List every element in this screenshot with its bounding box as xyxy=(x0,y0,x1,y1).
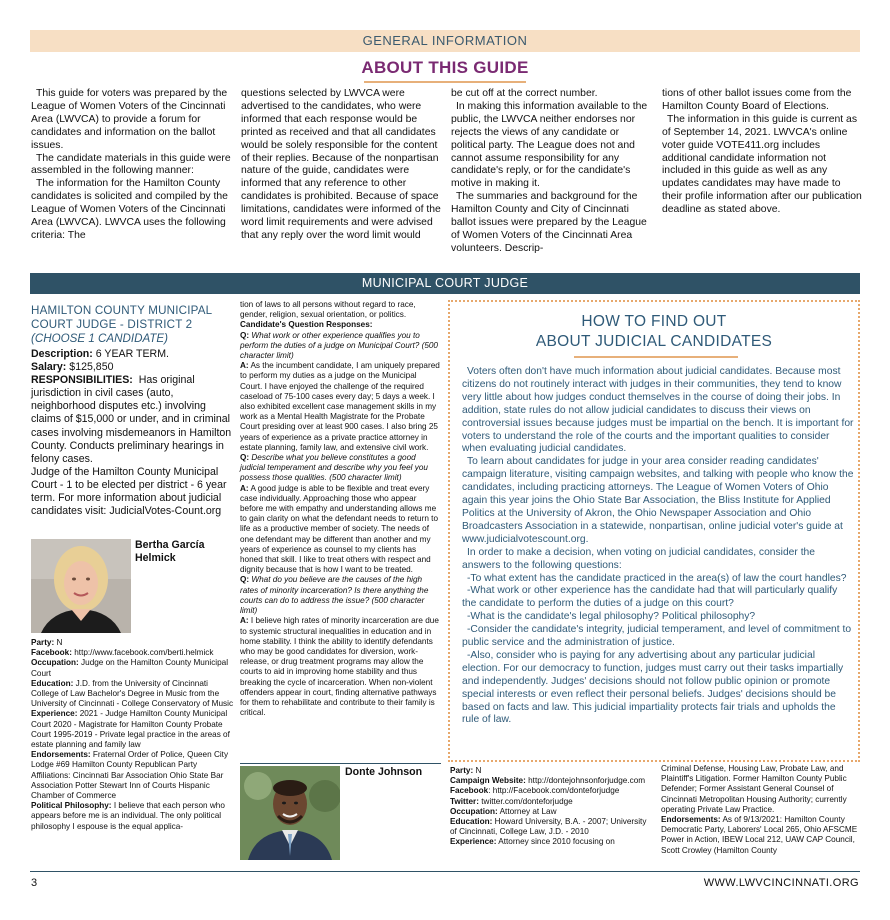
info-paragraph: To learn about candidates for judge in your area consider reading candidates' campaign literature, visiting campaign websites, and talking with people who know the candidates, including practicing attorneys. The League of Women Voters of Ohio again this year joins the Ohio State Bar Association, the Bliss Institute for Applied Politics at the University of Akron, the Ohio Newspaper Association and Ohio Broadcasters Association in a statewide, nonpartisan, online judicial voter's guide at www.judicialvotescount.org. xyxy=(462,456,854,545)
info-question: -What is the candidate's legal philosophy? Political philosophy? xyxy=(467,611,756,623)
answer: A: I believe high rates of minority incarceration are due to systemic structural inequalities in education and in home stability. I think the ability to identify defendants who may be good candidates for diversion, work-release, or drug treatment programs may allow the courts to aid in improving home stability and thus breaking the cycle of incarceration. When non-violent offenders appear in court, finding alternative pathways for them to rehabilitate and contribute to their family is critical. xyxy=(240,616,439,718)
experience-line xyxy=(31,709,236,750)
candidate-details-johnson xyxy=(450,766,654,848)
salary-line xyxy=(31,361,236,374)
intro-column-1 xyxy=(31,88,231,243)
website-link[interactable]: WWW.LWVCINCINNATI.ORG xyxy=(703,877,859,889)
candidate-name-johnson: Donte Johnson xyxy=(345,766,423,778)
candidate-name-helmick: Bertha García Helmick xyxy=(135,539,205,564)
intro-paragraph: questions selected by LWVCA were advertised to the candidates, who were informed that each response would be printed as received and that all candidates would be solely responsible for the content of their replies. Because of the nonpartisan nature of the guide, candidates were informed that any reference to other candidates is prohibited. Because of space limitations, candidates were informed of the word limit requirements and were advised that any reply over the word limit would xyxy=(241,88,441,241)
facebook-line xyxy=(31,648,236,658)
info-question: -Also, consider who is paying for any advertising about any particular judicial election. For our democracy to function, judges must carry out their tasks impartially and independently. Judges' decisions should not follow public opinion or promote special interests or even reflect their personal beliefs. Judges' decisions should be based on facts and law. This judicial impartiality protects fair trials and upholds the rule of law. xyxy=(462,649,844,726)
candidate-photo-helmick xyxy=(31,539,131,633)
info-question: -To what extent has the candidate practiced in the area(s) of law the court handles? xyxy=(467,572,847,584)
info-paragraph: In order to make a decision, when voting on judicial candidates, consider the answers to the following questions: xyxy=(462,546,816,571)
judicial-candidates-info-box xyxy=(448,300,860,762)
philosophy-continued: tion of laws to all persons without regard to race, gender, religion, sexual orientation, or politics. xyxy=(240,300,416,320)
twitter-link[interactable]: twitter.com/donteforjudge xyxy=(481,796,573,806)
field-label: Experience: xyxy=(31,709,78,719)
party-line xyxy=(31,638,236,648)
responsibilities-label: RESPONSIBILITIES: xyxy=(31,374,133,387)
info-box-title: HOW TO FIND OUT ABOUT JUDICIAL CANDIDATES xyxy=(535,313,773,350)
field-label: Party: xyxy=(31,638,55,647)
responsibilities xyxy=(31,374,236,466)
experience-line: Experience: Attorney since 2010 focusing on xyxy=(450,837,615,847)
intro-paragraph: be cut off at the correct number. xyxy=(451,88,598,99)
facebook-line: Facebook: http://Facebook.com/donteforjudge xyxy=(450,786,620,796)
salary-label: Salary: xyxy=(31,361,67,374)
facebook-link[interactable]: http://www.facebook.com/berti.helmick xyxy=(74,648,214,658)
intro-paragraph: The summaries and background for the Hamilton County and City of Cincinnati ballot issues were prepared by the League of Women Voters of the Cincinnati Area volunteers. Descrip- xyxy=(451,191,647,254)
campaign-website-line: Campaign Website: http://dontejohnsonforjudge.com xyxy=(450,776,646,786)
candidate-details-helmick xyxy=(31,638,236,832)
description-line xyxy=(31,348,236,361)
answer: A: As the incumbent candidate, I am uniquely prepared to perform my duties as a judge on the Municipal Court. I have enjoyed the challenge of the required caseload of 75-100 cases every day; 5 days a week. I also exhibited excellent case management skills in my work as a Mental Health Magistrate for the Probate Court presiding over at least 900 cases. I also bring 25 years of experience as a private practice attorney in estate planning, family law, and extensive civil work. xyxy=(240,361,440,452)
party-line: Party: N xyxy=(450,766,482,775)
answer: A: A good judge is able to be flexible and treat every case individually. Approaching those who appear before me with empathy and understanding allows me to gain clarity on what the defendant needs to return to life as a productive member of society. The needs of one defendant may be different than another and my years of experience as counsel to my clients has honed that skill. I like to treat others with respect and dignity because that is how I want to be treated. xyxy=(240,483,438,575)
field-value: Fraternal Order of Police, Queen City Lodge #69 Hamilton County Republican Party Affiliations: Cincinnati Bar Association Ohio State Bar Association Potter Stewart Inn of Courts Hispanic Chamber of Commerce xyxy=(31,750,229,801)
description-value: 6 YEAR TERM. xyxy=(95,348,169,360)
intro-column-3 xyxy=(451,88,651,256)
section-band-municipal-court-judge: MUNICIPAL COURT JUDGE xyxy=(30,273,860,294)
info-box-body xyxy=(462,366,854,727)
page-number: 3 xyxy=(31,877,38,889)
candidate-divider xyxy=(240,763,441,764)
candidate-responses-helmick xyxy=(240,300,441,718)
race-details xyxy=(31,348,236,518)
candidate-details-johnson-continued xyxy=(661,764,861,856)
facebook-link[interactable]: : http://Facebook.com/donteforjudge xyxy=(488,786,620,796)
intro-paragraph: The information for the Hamilton County candidates is solicited and compiled by the League of Women Voters of the Cincinnati Area (LWVCA). LWVCA uses the following criteria: The xyxy=(31,178,228,241)
section-band-general-information: GENERAL INFORMATION xyxy=(30,30,860,52)
field-value: Judge on the Hamilton County Municipal Court xyxy=(31,658,229,678)
info-question: -What work or other experience has the candidate had that will particularly qualify the candidate to perform the duties of a judge on this court? xyxy=(462,585,838,610)
question: Q: What work or other experience qualifies you to perform the duties of a judge on Municipal Court? (500 character limit) xyxy=(240,330,438,361)
field-label: Endorsements: xyxy=(31,750,91,760)
campaign-website-link[interactable]: http://dontejohnsonforjudge.com xyxy=(528,776,646,786)
intro-paragraph: This guide for voters was prepared by the League of Women Voters of the Cincinnati Area (LWVCA) to provide a forum for candidates and information on the ballot issues. xyxy=(31,88,228,151)
candidate-photo-johnson xyxy=(240,766,340,860)
info-paragraph: Voters often don't have much information about judicial candidates. Because most citizens do not routinely interact with judges in their communities, they tend to know very little about how judges conduct themselves in the course of doing their jobs. In addition, state rules do not allow judicial candidates to discuss their views on controversial issues because judges must be impartial on the bench. It is important for voters to understand the role of the courts and the important qualities to consider when evaluating judicial candidates. xyxy=(462,366,854,455)
intro-paragraph: The information in this guide is current as of September 14, 2021. LWVCA's online voter guide VOTE411.org includes additional candidate information not included in this guide as well as any updates candidates may have made to their profile information after our publication deadline as stated above. xyxy=(662,113,862,216)
responses-heading: Candidate's Question Responses: xyxy=(240,320,373,330)
education-line: Education: Howard University, B.A. - 2007; University of Cincinnati, College Law, J.D. - 2010 xyxy=(450,817,647,837)
field-label: Occupation: xyxy=(31,658,79,668)
intro-column-2 xyxy=(241,88,441,243)
field-value: I believe that each person who appears before me is an individual. The only political philosophy I espouse is the equal applica- xyxy=(31,801,225,831)
responsibilities-value: Has original jurisdiction in civil cases (auto, neighborhood disputes etc.) involving claims of $15,000 or under, and in criminal cases involving misdemeanors in Hamilton County. Conducts preliminary hearings in felony cases. xyxy=(31,374,232,465)
question: Q: What do you believe are the causes of the high rates of minority incarceration? Is there anything the courts can do to address the issue? (500 character limit) xyxy=(240,575,429,616)
occupation-line xyxy=(31,658,236,678)
field-value: 2021 - Judge Hamilton County Municipal Court 2020 - Magistrate for Hamilton County Probate Court 1995-2019 - Private legal practice in the areas of estate planning and family law xyxy=(31,709,230,750)
page-title: ABOUT THIS GUIDE xyxy=(361,58,529,77)
endorsements-line xyxy=(31,750,236,801)
question: Q: Describe what you believe constitutes a good judicial temperament and describe why you feel you possess those qualities. (500 character limit) xyxy=(240,453,428,483)
twitter-line: Twitter: twitter.com/donteforjudge xyxy=(450,796,573,806)
judge-info: Judge of the Hamilton County Municipal Court - 1 to be elected per district - 6 year term. For more information about judicial candidates visit: JudicialVotes-Count.org xyxy=(31,465,227,518)
race-title: HAMILTON COUNTY MUNICIPAL COURT JUDGE - DISTRICT 2 xyxy=(31,304,212,331)
education-line xyxy=(31,679,236,710)
endorsements-line: Endorsements: As of 9/13/2021: Hamilton County Democratic Party, Laborers' Local 265, Ohio AFSCME Power in Action, IBEW Local 212, UAW CAP Council, Scott Crowley (Hamilton County xyxy=(661,815,858,855)
salary-value: $125,850 xyxy=(69,361,114,374)
intro-paragraph: The candidate materials in this guide were assembled in the following manner: xyxy=(31,152,231,177)
footer-rule xyxy=(30,871,860,872)
info-box-title-underline xyxy=(574,356,738,358)
intro-paragraph: tions of other ballot issues come from the Hamilton County Board of Elections. xyxy=(662,88,852,112)
philosophy-line xyxy=(31,801,236,832)
race-choose-note: (CHOOSE 1 CANDIDATE) xyxy=(31,332,168,345)
intro-column-4 xyxy=(662,88,862,217)
race-column xyxy=(31,304,236,518)
title-underline xyxy=(364,81,526,83)
description-label: Description: xyxy=(31,348,93,360)
intro-paragraph: In making this information available to the public, the LWVCA neither endorses nor rejects the views of any candidate or political party. The League does not and cannot assume responsibility for any candidate's reply, or for the candidate's motive in making it. xyxy=(451,100,648,190)
field-value: N xyxy=(56,638,63,647)
experience-continued: Criminal Defense, Housing Law, Probate Law, and Plaintiff's Litigation. Former Hamilton County Public Defender; Former Assistant General Counsel of Cincinnati Metropolitan Housing Authority; currently operating Private Law Practice. xyxy=(661,764,847,814)
field-label: Education: xyxy=(31,678,74,688)
field-label: Political Philosophy: xyxy=(31,801,112,811)
field-label: Facebook: xyxy=(31,648,72,658)
occupation-line: Occupation: Attorney at Law xyxy=(450,806,557,816)
field-value: J.D. from the University of Cincinnati College of Law Bachelor's Degree in Music from the University of Cincinnati - College Conservatory of Music xyxy=(31,678,234,709)
info-question: -Consider the candidate's integrity, judicial temperament, and level of commitment to public service and the administration of justice. xyxy=(462,624,852,649)
